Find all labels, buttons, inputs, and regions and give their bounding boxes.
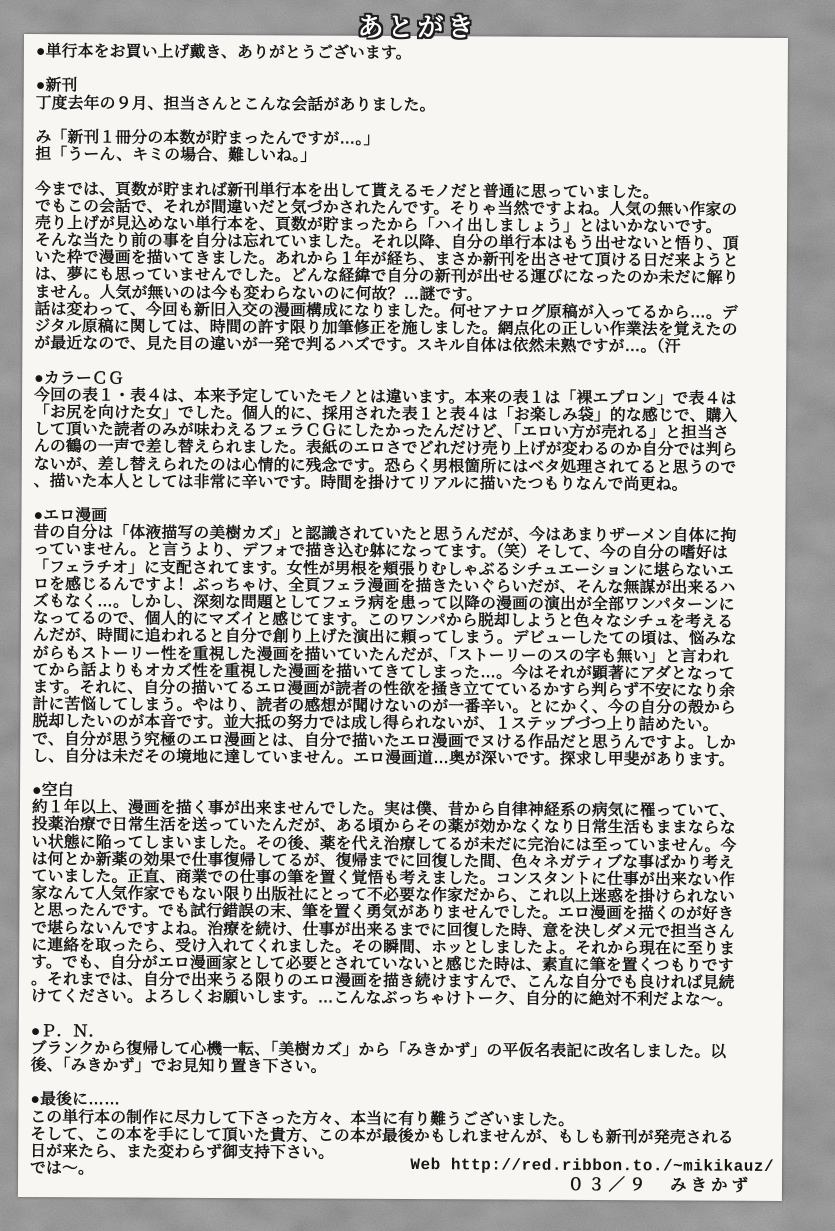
section-heading: ●単行本をお買い上げ戴き、ありがとうございます。 — [35, 43, 412, 63]
text-line: 。それまでは、自分で出来うる限りのエロ漫画を描き続けますんで、こんな自分でも良ければ見続 — [31, 971, 735, 992]
text-line: 今回の表１・表４は、本来予定していたモノとは違います。本来の表１は「裸エプロン」で表４は — [34, 386, 737, 408]
section-heading: ●最後に…… — [30, 1091, 121, 1109]
text-line: と思ったんです。でも試行錯誤の末、筆を置く勇気がありませんでした。エロ漫画を描くのが好き — [31, 902, 735, 924]
text-line: 脱却したいのが本音です。並大抵の努力では成し得られないが、１ステップづつ上り詰めたい。 — [32, 713, 719, 734]
footer — [410, 1156, 774, 1196]
text-line: ズもなく…。しかし、深刻な問題としてフェラ病を患って以降の漫画の演出が全部ワンパターンに — [32, 593, 735, 614]
section-heading: ●新刊 — [35, 77, 78, 95]
footer-credit: ０３／９ みきかず — [567, 1175, 753, 1195]
text-line: ロを感じるんですよ！ぶっちゃけ、全頁フェラ漫画を描きたいぐらいだが、そんな無謀が出来るハ — [33, 575, 736, 597]
section — [34, 77, 781, 356]
text-line: す。でも、自分がエロ漫画家として必要とされていないと感じた時は、素直に筆を置くつもりです — [31, 953, 734, 975]
section — [31, 1023, 777, 1078]
text-line: み「新刊１冊分の本数が貯まったんですが…。」 — [35, 128, 380, 148]
section — [34, 370, 781, 494]
paper — [18, 34, 788, 1201]
section-heading: ●カラーＣＧ — [34, 369, 124, 388]
text-line: ます。それに、自分の描いてるエロ漫画が読者の性欲を掻き立てているかすら判らず不安になり余 — [32, 678, 736, 700]
text-line: ていました。正直、商業での仕事の筆を置く覚悟も考えました。コンスタントに仕事が出来ない作 — [31, 868, 736, 889]
text-line: 後、「みきかず」でお見知り置き下さい。 — [30, 1057, 327, 1076]
text-line: 今までは、頁数が貯まれば新刊単行本を出して貰えるモノだと普通に思っていました。 — [35, 180, 659, 201]
text-line: 話は変わって、今回も新旧入交の漫画構成になりました。何せアナログ原稿が入ってるから…。デ — [34, 300, 738, 322]
text-line: けてください。よろしくお願いします。…こんなぶっちゃけトーク、自分的に絶対不利だよな～。 — [30, 988, 733, 1010]
text-line: で堪らないんですよね。治療を続け、仕事が出来るまでに回復した時、意を決しダメ元で担当さん — [31, 919, 735, 941]
text-line: ブランクから復帰して心機一転、「美樹カズ」から「みきかず」の平仮名表記に改名しました。以 — [30, 1039, 727, 1061]
text-line: この単行本の制作に尽力して下さった方々、本当に有り難うございました。 — [30, 1108, 575, 1129]
afterword-body — [30, 43, 782, 1181]
text-line: 日が来たら、また変わらず御支持下さい。 — [30, 1143, 335, 1162]
text-line: は、夢にも思っていませんでした。どんな経緯で自分の新刊が出せる運びになったのか未だに解り — [34, 266, 739, 288]
text-line: てから話よりもオカズ性を重視した漫画を描いてきてしまった…。今はそれが顕著にアダとなって — [32, 661, 736, 683]
footer-url: Web http://red.ribbon.to./~mikikauz/ — [410, 1156, 775, 1176]
text-line: ません。人気が無いのは今も変わらないのに何故？…謎です。 — [34, 283, 483, 304]
text-line: 「フェラチオ」に支配されてます。女性が男根を頬張りむしゃぶるシチュエーションに堪らないエ — [33, 558, 734, 580]
text-line: で、自分が思う究極のエロ漫画とは、自分で描いたエロ漫画でヌける作品だと思うんですよ。しか — [32, 730, 736, 752]
text-line: そして、この本を手にして頂いた貴方、この本が最後かもしれませんが、もしも新刊が発売される — [30, 1125, 734, 1147]
section-heading: ●エロ漫画 — [33, 507, 108, 525]
section — [32, 507, 779, 769]
page-title: あとがき — [357, 12, 478, 42]
text-line: し、自分は未だその境地に達していません。エロ漫画道…奥が深いです。探求し甲斐があります。 — [32, 747, 735, 769]
text-line: そんな当たり前の事を自分は忘れていました。それ以降、自分の単行本はもう出せないと悟り、頂 — [34, 232, 739, 253]
text-line: ないが、差し替えられたのは心情的に残念です。恐らく男根箇所にはベタ処理されてると思うので — [33, 455, 737, 477]
text-line: ジタル原稿に関しては、時間の許す限り加筆修正を施しました。網点化の正しい作業法を覚えたの — [34, 318, 738, 339]
text-line: して頂いた読者のみが味わえるフェラＣＧにしたかったんだけど、「エロい方が売れる」と担当さ — [33, 421, 730, 442]
text-line: んの鶴の一声で差し替えられました。表紙のエロさでどれだけ売り上げが変わるのか自分では判ら — [33, 438, 738, 460]
text-line: に連絡を取ったら、受け入れてくれました。その瞬間、ホッとしましたよ。それから現在に至りま — [31, 936, 736, 958]
text-line: 売り上げが見込めない単行本を、頁数が貯まったから「ハイ出しましょう」とはいかないです。 — [34, 214, 722, 236]
text-line: でもこの会話で、それが間違いだと気づかされたんです。そりゃ当然ですよね。人気の無い作家の — [35, 197, 738, 219]
text-line: では～。 — [30, 1160, 95, 1178]
text-line: は何とか新薬の効果で仕事復帰してるが、復帰までに回復した間、色々ネガティブな事ばかり考え — [31, 850, 735, 872]
text-line: いた枠で漫画を描いてきました。あれから１年が経ち、まさか新刊を出させて頂ける日だ来ようと — [34, 249, 739, 270]
text-line: がらもストーリー性を重視した漫画を描いていたんだが、「ストーリーのスの字も無い」と言われ — [32, 644, 729, 666]
section — [36, 43, 782, 64]
text-line: 、描いた本人としては非常に辛いです。時間を掛けてリアルに描いたつもりなんで尚更ね。 — [33, 472, 688, 494]
text-line: 昔の自分は「体液描写の美樹カズ」と認識されていたと思うんだが、今はあまりザーメン自体に拘 — [33, 524, 737, 545]
text-line: 丁度去年の９月、担当さんとこんな会話がありました。 — [35, 94, 436, 114]
text-line: 「お尻を向けた女」でした。個人的に、採用された表１と表４は「お楽しみ袋」的な感じで、購入 — [33, 403, 738, 425]
text-line: 家なんて人気作家でもない限り出版社にとって不必要な作家だから、これ以上迷惑を掛けられない — [31, 885, 736, 906]
text-line: が最近なので、見た目の違いが一発で判るハズです。スキル自体は依然未熟ですが…。（汗 — [34, 335, 681, 356]
text-line: っていません。と言うより、デフォで描き込む躰になってます。（笑）そして、今の自分の嗜好は — [33, 541, 728, 563]
text-line: 投薬治療で日常生活を送っていたんだが、ある頃からその薬が効かなくなり日常生活もままならな — [31, 816, 736, 838]
text-line: んだが、時間に追われると自分で創り上げた演出に頼ってしまう。デビューしたての頃は、悩みな — [32, 627, 737, 649]
text-line: 約１年以上、漫画を描く事が出来ませんでした。実は僕、昔から自律神経系の病気に罹っていて、 — [31, 799, 736, 820]
text-line: なってるので、個人的にマズイと感じてます。このワンパから脱却しようと色々なシチュを考える — [32, 610, 734, 631]
section-heading: ●Ｐ．Ｎ． — [30, 1022, 105, 1041]
section — [31, 782, 778, 1009]
text-line: 計に苦悩してしまう。やはり、読者の感想が聞けないのが一番辛い。とにかく、今の自分の殻から — [32, 696, 737, 717]
section-heading: ●空白 — [31, 782, 74, 800]
text-line: 担「うーん、キミの場合、難しいね。」 — [35, 146, 317, 165]
text-line: い状態に陥ってしまいました。その後、薬を代え治療してるが未だに完治には至っていません。今 — [31, 833, 737, 855]
